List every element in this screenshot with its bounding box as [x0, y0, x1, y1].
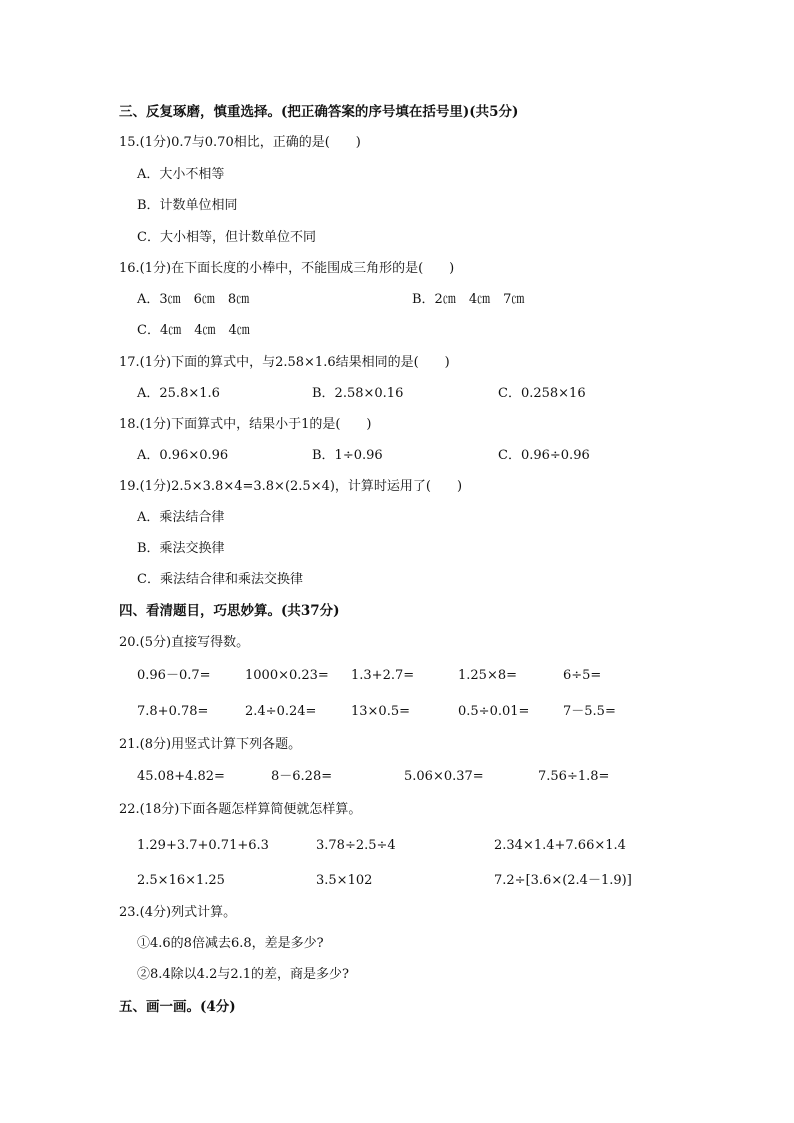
question-21-stem: 21.(8分)用竖式计算下列各题。	[119, 737, 302, 752]
question-20-stem: 20.(5分)直接写得数。	[119, 635, 250, 650]
question-15-stem: 15.(1分)0.7与0.70相比，正确的是( )	[119, 135, 361, 150]
q22-item: 1.29+3.7+0.71+6.3	[137, 838, 269, 853]
q22-item: 7.2÷[3.6×(2.4－1.9)]	[494, 873, 632, 888]
q20-item: 2.4÷0.24=	[245, 704, 317, 719]
question-17-stem: 17.(1分)下面的算式中，与2.58×1.6结果相同的是( )	[119, 355, 450, 370]
question-19-option-c: C．乘法结合律和乘法交换律	[137, 572, 303, 587]
q22-item: 2.34×1.4+7.66×1.4	[494, 838, 626, 853]
q21-item: 45.08+4.82=	[137, 769, 225, 784]
q20-item: 0.96－0.7=	[137, 668, 211, 683]
q20-item: 1.25×8=	[458, 668, 518, 683]
question-16-option-a: A．3㎝ 6㎝ 8㎝	[137, 292, 250, 307]
q20-item: 1.3+2.7=	[351, 668, 415, 683]
question-23-stem: 23.(4分)列式计算。	[119, 905, 237, 920]
question-18-stem: 18.(1分)下面算式中，结果小于1的是( )	[119, 417, 372, 432]
q21-item: 7.56÷1.8=	[538, 769, 610, 784]
q20-item: 7.8+0.78=	[137, 704, 209, 719]
question-17-option-c: C．0.258×16	[498, 386, 586, 401]
question-18-option-b: B．1÷0.96	[312, 448, 383, 463]
q23-part-1: ①4.6的8倍减去6.8，差是多少?	[137, 936, 324, 951]
question-18-option-c: C．0.96÷0.96	[498, 448, 590, 463]
q22-item: 2.5×16×1.25	[137, 873, 225, 888]
section-heading-4: 四、看清题目，巧思妙算。(共37分)	[119, 603, 340, 619]
q20-item: 0.5÷0.01=	[458, 704, 530, 719]
q20-item: 7－5.5=	[563, 704, 616, 719]
q23-part-2: ②8.4除以4.2与2.1的差，商是多少?	[137, 967, 349, 982]
question-16-option-c: C．4㎝ 4㎝ 4㎝	[137, 323, 250, 338]
section-heading-3: 三、反复琢磨，慎重选择。(把正确答案的序号填在括号里)(共5分)	[119, 104, 519, 120]
q21-item: 8－6.28=	[271, 769, 333, 784]
q22-item: 3.78÷2.5÷4	[316, 838, 396, 853]
section-heading-5: 五、画一画。(4分)	[119, 999, 236, 1015]
q20-item: 13×0.5=	[351, 704, 411, 719]
question-19-option-b: B．乘法交换律	[137, 541, 225, 556]
question-18-option-a: A．0.96×0.96	[137, 448, 229, 463]
question-19-option-a: A．乘法结合律	[137, 510, 225, 525]
question-15-option-a: A．大小不相等	[137, 167, 225, 182]
q20-item: 6÷5=	[563, 668, 602, 683]
question-15-option-b: B．计数单位相同	[137, 198, 238, 213]
q20-item: 1000×0.23=	[245, 668, 329, 683]
question-15-option-c: C．大小相等，但计数单位不同	[137, 230, 316, 245]
question-17-option-a: A．25.8×1.6	[137, 386, 220, 401]
question-19-stem: 19.(1分)2.5×3.8×4=3.8×(2.5×4)，计算时运用了( )	[119, 479, 463, 494]
q21-item: 5.06×0.37=	[404, 769, 484, 784]
question-22-stem: 22.(18分)下面各题怎样算简便就怎样算。	[119, 802, 362, 817]
question-17-option-b: B．2.58×0.16	[312, 386, 404, 401]
q22-item: 3.5×102	[316, 873, 373, 888]
question-16-stem: 16.(1分)在下面长度的小棒中，不能围成三角形的是( )	[119, 261, 455, 276]
question-16-option-b: B．2㎝ 4㎝ 7㎝	[412, 292, 525, 307]
